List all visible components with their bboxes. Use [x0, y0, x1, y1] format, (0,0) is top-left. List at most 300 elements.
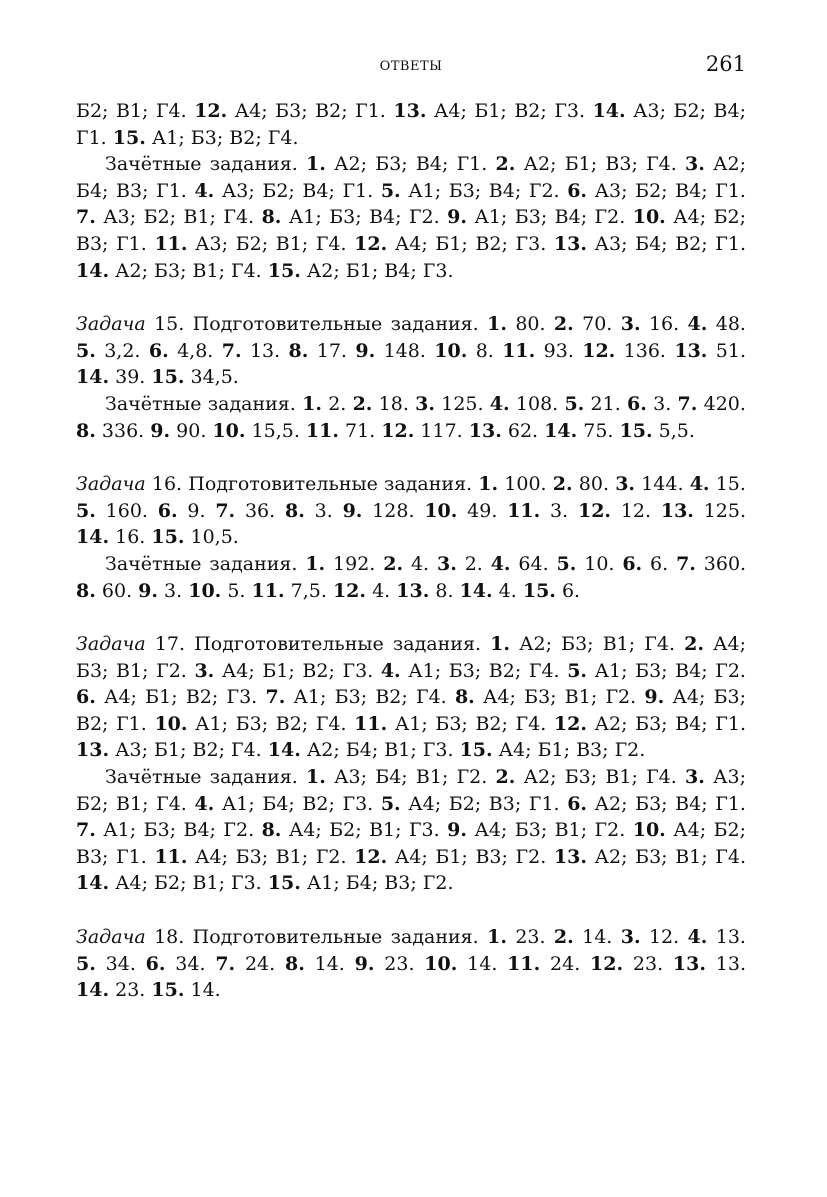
- section-gap: [76, 604, 746, 631]
- answer-value: А4; Б1; В3; Г2.: [498, 739, 646, 762]
- answer-value: 336.: [101, 419, 145, 442]
- answer-item: [76, 819, 254, 841]
- answer-number: 6.: [157, 499, 178, 522]
- answer-item: [76, 739, 262, 761]
- answer-number: 13.: [660, 499, 694, 522]
- answer-value: 3.: [653, 392, 672, 415]
- answer-item: [434, 340, 494, 362]
- answer-number: 14.: [267, 739, 301, 762]
- answer-number: 11.: [507, 499, 541, 522]
- answer-item: [333, 580, 390, 602]
- answer-item: [353, 393, 409, 415]
- answer-value: А1; Б4; В3; Г2.: [306, 872, 454, 895]
- answer-number: 3.: [620, 926, 641, 949]
- answer-number: 11.: [354, 712, 388, 735]
- answer-section-z16: [76, 471, 746, 604]
- answer-number: 3.: [436, 552, 457, 575]
- answer-item: [578, 500, 651, 522]
- answer-number: 1.: [305, 552, 326, 575]
- answer-value: А2; Б3; В4; Г1.: [334, 153, 488, 176]
- answer-value: 51.: [715, 339, 747, 362]
- answer-number: 15.: [619, 419, 653, 442]
- group-label: Подготовительные задания.: [194, 633, 481, 656]
- answer-item: [306, 420, 375, 442]
- answer-value: А3; Б2; В4; Г1.: [221, 179, 374, 202]
- answer-number: 11.: [507, 952, 541, 975]
- answer-item: [76, 420, 144, 442]
- answer-item: [554, 926, 612, 948]
- answer-value: 9.: [187, 499, 206, 522]
- answer-item: [490, 393, 558, 415]
- answer-number: 3.: [415, 392, 435, 415]
- answer-value: 5.: [227, 579, 246, 602]
- credit-tasks-paragraph: [76, 764, 746, 897]
- answer-value: 13.: [715, 952, 746, 975]
- answer-item: [76, 500, 148, 522]
- answer-value: А1; Б3; В4; Г2.: [594, 659, 746, 682]
- answer-item: [76, 580, 132, 602]
- answer-number: 3.: [615, 473, 636, 496]
- answer-item: [76, 979, 145, 1001]
- answer-item: [460, 739, 646, 761]
- answer-item: [76, 260, 262, 282]
- answer-value: 64.: [518, 552, 549, 575]
- answer-number: 2.: [553, 313, 574, 336]
- page-header: [76, 50, 746, 80]
- answer-number: 6.: [622, 552, 643, 575]
- answer-number: 10.: [434, 339, 468, 362]
- task-number: 17.: [154, 633, 186, 656]
- answer-value: 160.: [105, 499, 148, 522]
- answer-item: [154, 713, 346, 735]
- answer-value: А2; Б4; В3; Г1.: [76, 153, 746, 202]
- answer-number: 10.: [424, 952, 458, 975]
- answer-section-z14-cont: [76, 98, 746, 284]
- answer-item: [661, 500, 746, 522]
- answer-value: А4; Б3; В1; Г2.: [76, 633, 747, 682]
- answer-item: [262, 206, 440, 228]
- answer-number: 13.: [76, 739, 110, 762]
- answer-number: 2.: [684, 633, 704, 656]
- answer-value: 12.: [648, 926, 680, 949]
- answers-paragraph: [76, 924, 746, 1004]
- answer-item: [76, 526, 145, 548]
- answer-value: А4; Б1; В2; Г3.: [394, 232, 547, 255]
- answer-value: А1; Б3; В4; Г2.: [474, 206, 626, 229]
- answer-value: 15,5.: [251, 419, 300, 442]
- answer-value: А2; Б1; В3; Г4.: [523, 153, 677, 176]
- answer-item: [553, 473, 609, 495]
- answer-number: 4.: [687, 313, 708, 336]
- answer-value: 17.: [316, 339, 347, 362]
- answer-item: [354, 233, 546, 255]
- answer-item: [354, 713, 546, 735]
- answer-value: 12.: [620, 499, 652, 522]
- answer-item: [567, 660, 746, 682]
- answer-number: 9.: [138, 579, 158, 602]
- answer-item: [76, 872, 262, 894]
- answer-number: 13.: [393, 100, 427, 122]
- answer-item: [285, 953, 345, 975]
- answer-number: 3.: [620, 313, 641, 336]
- group-label: Подготовительные задания.: [188, 473, 473, 496]
- answer-item: [381, 180, 560, 202]
- answer-value: А4; Б1; В2; Г3.: [104, 686, 258, 709]
- answer-number: 11.: [154, 845, 188, 868]
- answer-number: 11.: [154, 232, 188, 255]
- answer-number: 12.: [354, 232, 388, 255]
- answer-value: 420.: [703, 392, 746, 415]
- answer-value: 4,8.: [177, 339, 214, 362]
- credit-tasks-paragraph: [76, 151, 746, 284]
- answer-number: 4.: [489, 392, 510, 415]
- answer-number: 9.: [354, 952, 375, 975]
- group-label: Зачётные задания.: [105, 392, 296, 415]
- answer-item: [393, 100, 585, 122]
- answer-value: 3.: [550, 499, 569, 522]
- answer-value: А3; Б2; В4; Г1.: [76, 100, 746, 149]
- answer-number: 9.: [150, 419, 171, 442]
- answer-value: 21.: [590, 392, 621, 415]
- answer-number: 13.: [396, 579, 430, 602]
- answer-item: [673, 953, 746, 975]
- answer-number: 12.: [577, 499, 612, 522]
- answer-item: [688, 313, 746, 335]
- answer-number: 13.: [553, 845, 587, 868]
- answer-item: [557, 553, 615, 575]
- answer-value: 24.: [244, 952, 276, 975]
- answer-value: 34.: [105, 952, 136, 975]
- answer-item: [151, 366, 238, 388]
- answer-item: [381, 793, 560, 815]
- answer-number: 15.: [522, 579, 556, 602]
- answer-number: 8.: [288, 339, 309, 362]
- answer-number: 5.: [380, 792, 401, 815]
- answer-item: [424, 953, 497, 975]
- answer-value: 14.: [467, 952, 498, 975]
- answer-value: 70.: [582, 313, 613, 336]
- answer-value: А4; Б2; В1; Г3.: [288, 819, 440, 842]
- answer-value: 71.: [345, 419, 376, 442]
- task-word: Задача: [76, 926, 146, 949]
- answer-item: [154, 846, 346, 868]
- answer-number: 14.: [76, 259, 110, 282]
- answer-value: 2.: [464, 552, 483, 575]
- answer-item: [285, 500, 333, 522]
- answer-item: [268, 260, 454, 282]
- answer-value: 360.: [703, 552, 747, 575]
- answer-item: [149, 340, 213, 362]
- answer-value: 62.: [507, 419, 539, 442]
- answer-item: [158, 500, 206, 522]
- answer-value: А2; Б3; В4; Г1.: [594, 712, 746, 735]
- answer-value: 49.: [467, 499, 498, 522]
- answer-number: 8.: [261, 206, 282, 229]
- answer-item: [305, 553, 375, 575]
- answer-item: [690, 473, 746, 495]
- answer-item: [194, 180, 373, 202]
- answer-item: [507, 953, 580, 975]
- answer-number: 6.: [148, 339, 169, 362]
- section-gap: [76, 897, 746, 924]
- answer-value: 23.: [515, 926, 546, 949]
- answer-value: 8.: [435, 579, 454, 602]
- answer-item: [215, 500, 275, 522]
- answer-item: [564, 393, 620, 415]
- answer-number: 9.: [447, 206, 467, 229]
- answer-item: [146, 953, 206, 975]
- answer-number: 2.: [552, 473, 573, 496]
- section-gap: [76, 444, 746, 471]
- answer-value: 4.: [372, 579, 391, 602]
- task-word: Задача: [76, 633, 146, 656]
- answer-item: [523, 580, 580, 602]
- answer-value: 23.: [384, 952, 415, 975]
- answer-value: 4.: [410, 552, 430, 575]
- answer-number: 11.: [305, 419, 339, 442]
- answer-section-z17: [76, 631, 746, 897]
- answer-item: [76, 206, 254, 228]
- answer-item: [268, 739, 454, 761]
- answer-item: [306, 153, 487, 175]
- answer-value: 13.: [715, 926, 746, 949]
- answer-value: 80.: [578, 473, 610, 496]
- answer-number: 11.: [502, 339, 536, 362]
- answer-item: [76, 100, 187, 122]
- answer-item: [194, 100, 386, 122]
- answer-value: 6.: [650, 552, 669, 575]
- answer-number: 14.: [544, 419, 578, 442]
- answer-item: [76, 340, 140, 362]
- answer-number: 1.: [478, 473, 499, 496]
- answer-number: 4.: [689, 473, 710, 496]
- answer-item: [622, 553, 668, 575]
- answer-number: 4.: [194, 179, 215, 202]
- answer-number: 7.: [265, 686, 286, 709]
- answer-number: 13.: [468, 419, 502, 442]
- answer-number: 8.: [76, 419, 96, 442]
- answer-value: 108.: [515, 392, 559, 415]
- answer-number: 8.: [284, 952, 305, 975]
- answer-value: 15.: [715, 473, 746, 496]
- answer-value: А1; Б3; В2; Г4.: [151, 126, 299, 149]
- answer-item: [355, 340, 426, 362]
- answer-number: 14.: [592, 100, 626, 122]
- answer-value: А4; Б3; В1; Г2.: [474, 819, 626, 842]
- answer-value: А4; Б2; В3; Г1.: [408, 792, 560, 815]
- answer-number: 8.: [454, 686, 475, 709]
- answer-item: [76, 953, 136, 975]
- answer-item: [567, 180, 746, 202]
- answer-number: 6.: [567, 792, 588, 815]
- answer-number: 12.: [381, 419, 415, 442]
- answer-item: [151, 526, 238, 548]
- answer-number: 13.: [674, 339, 708, 362]
- answer-value: 39.: [115, 366, 146, 389]
- answer-section-z18: [76, 924, 746, 1004]
- answer-value: 136.: [623, 339, 666, 362]
- answer-item: [676, 553, 746, 575]
- answer-item: [151, 979, 220, 1001]
- answer-number: 2.: [495, 153, 516, 176]
- answer-value: А4; Б2; В3; Г1.: [76, 819, 747, 868]
- answer-value: 34,5.: [190, 366, 239, 389]
- running-title: ОТВЕТЫ: [379, 59, 443, 74]
- answer-number: 15.: [267, 872, 301, 895]
- answer-item: [590, 953, 663, 975]
- answer-value: А1; Б3; В2; Г4.: [394, 712, 547, 735]
- answer-number: 12.: [582, 339, 616, 362]
- group-label: Зачётные задания.: [105, 766, 298, 789]
- answer-number: 12.: [590, 952, 624, 975]
- answer-item: [415, 393, 483, 415]
- answer-value: А4; Б1; В3; Г2.: [394, 845, 547, 868]
- answer-item: [222, 340, 280, 362]
- answer-item: [620, 420, 695, 442]
- answer-number: 7.: [76, 819, 96, 842]
- answer-item: [76, 366, 145, 388]
- answer-item: [507, 500, 568, 522]
- answer-value: 6.: [561, 579, 581, 602]
- group-label: Зачётные задания.: [105, 552, 298, 575]
- answer-number: 12.: [553, 712, 587, 735]
- answer-number: 2.: [352, 392, 373, 415]
- answer-number: 5.: [380, 179, 401, 202]
- credit-tasks-paragraph: [76, 551, 746, 604]
- answer-number: 15.: [459, 739, 493, 762]
- answer-item: [381, 420, 462, 442]
- answer-value: А4; Б3; В1; Г2.: [483, 686, 637, 709]
- answer-item: [502, 340, 574, 362]
- answer-value: 13.: [249, 339, 281, 362]
- answer-item: [582, 340, 666, 362]
- answer-number: 7.: [215, 499, 236, 522]
- answer-value: А1; Б3; В4; Г2.: [408, 179, 560, 202]
- answer-value: 23.: [115, 979, 146, 1002]
- answer-number: 10.: [154, 712, 188, 735]
- answer-item: [268, 872, 454, 894]
- answer-item: [424, 500, 497, 522]
- answer-number: 5.: [76, 499, 96, 522]
- answer-number: 14.: [76, 366, 110, 389]
- answer-item: [487, 313, 545, 335]
- answer-value: А1; Б3; В4; Г2.: [103, 819, 255, 842]
- answer-number: 12.: [332, 579, 367, 602]
- answer-item: [381, 660, 560, 682]
- answer-value: А2; Б3; В1; Г4.: [594, 845, 746, 868]
- answer-number: 4.: [687, 926, 708, 949]
- answer-item: [252, 580, 327, 602]
- answer-number: 1.: [306, 153, 326, 176]
- answer-number: 4.: [380, 659, 401, 682]
- task-word: Задача: [76, 313, 146, 336]
- answer-item: [447, 206, 625, 228]
- answer-value: А1; Б4; В2; Г3.: [221, 792, 374, 815]
- answer-number: 15.: [112, 126, 146, 149]
- answer-number: 13.: [672, 952, 706, 975]
- answer-value: 125.: [441, 392, 484, 415]
- answer-item: [460, 580, 517, 602]
- answer-value: 125.: [703, 499, 747, 522]
- answer-value: 36.: [244, 499, 276, 522]
- answer-value: 14.: [582, 926, 613, 949]
- answer-value: А1; Б3; В4; Г2.: [288, 206, 440, 229]
- answer-value: 7,5.: [290, 579, 327, 602]
- group-label: Подготовительные задания.: [192, 313, 479, 336]
- answer-item: [554, 233, 746, 255]
- answer-value: 16.: [115, 526, 146, 549]
- section-gap: [76, 284, 746, 311]
- page-number: 261: [705, 52, 746, 76]
- answer-value: А3; Б4; В1; Г2.: [334, 766, 488, 789]
- answer-value: 148.: [383, 339, 426, 362]
- answer-item: [544, 420, 613, 442]
- answer-item: [188, 580, 245, 602]
- answer-item: [355, 953, 415, 975]
- answer-value: 8.: [475, 339, 494, 362]
- answer-number: 14.: [76, 526, 110, 549]
- answer-item: [194, 793, 373, 815]
- answer-number: 7.: [676, 552, 696, 575]
- answer-number: 10.: [632, 819, 666, 842]
- answer-item: [215, 953, 275, 975]
- answer-value: 18.: [378, 392, 409, 415]
- answer-number: 2.: [495, 766, 516, 789]
- answers-paragraph: [76, 98, 746, 151]
- answer-number: 12.: [194, 100, 228, 122]
- answer-number: 7.: [215, 952, 236, 975]
- credit-tasks-paragraph: [76, 391, 746, 444]
- group-label: Зачётные задания.: [105, 153, 298, 176]
- answer-value: 90.: [176, 419, 207, 442]
- answer-value: 48.: [715, 313, 746, 336]
- answer-value: 4.: [498, 579, 517, 602]
- answer-number: 1.: [490, 633, 510, 656]
- answer-value: 60.: [101, 579, 133, 602]
- answer-value: А3; Б2; В4; Г1.: [594, 179, 746, 202]
- answer-number: 9.: [342, 499, 363, 522]
- answer-number: 3.: [685, 153, 705, 176]
- answer-number: 9.: [644, 686, 665, 709]
- answer-number: 10.: [212, 419, 246, 442]
- answer-number: 15.: [151, 526, 185, 549]
- answer-value: 14.: [314, 952, 345, 975]
- answer-item: [302, 393, 346, 415]
- answer-value: 80.: [515, 313, 546, 336]
- answer-item: [194, 660, 373, 682]
- answer-number: 1.: [306, 766, 326, 789]
- answer-item: [447, 819, 625, 841]
- answer-item: [76, 686, 257, 708]
- answer-item: [554, 313, 612, 335]
- answer-number: 6.: [627, 392, 647, 415]
- answer-value: А2; Б4; В1; Г3.: [306, 739, 454, 762]
- answer-number: 8.: [284, 499, 305, 522]
- answer-value: А2; Б3; В1; Г4.: [519, 633, 675, 656]
- answer-item: [437, 553, 483, 575]
- answer-item: [621, 313, 679, 335]
- answer-item: [554, 713, 746, 735]
- answer-number: 5.: [76, 339, 96, 362]
- answer-number: 2.: [553, 926, 574, 949]
- answer-number: 12.: [354, 845, 388, 868]
- answer-item: [383, 553, 429, 575]
- answer-item: [688, 926, 746, 948]
- answer-value: А1; Б3; В2; Г4.: [293, 686, 447, 709]
- answer-number: 5.: [556, 552, 577, 575]
- answer-value: 75.: [583, 419, 614, 442]
- answer-value: А3; Б2; В1; Г4.: [76, 766, 746, 815]
